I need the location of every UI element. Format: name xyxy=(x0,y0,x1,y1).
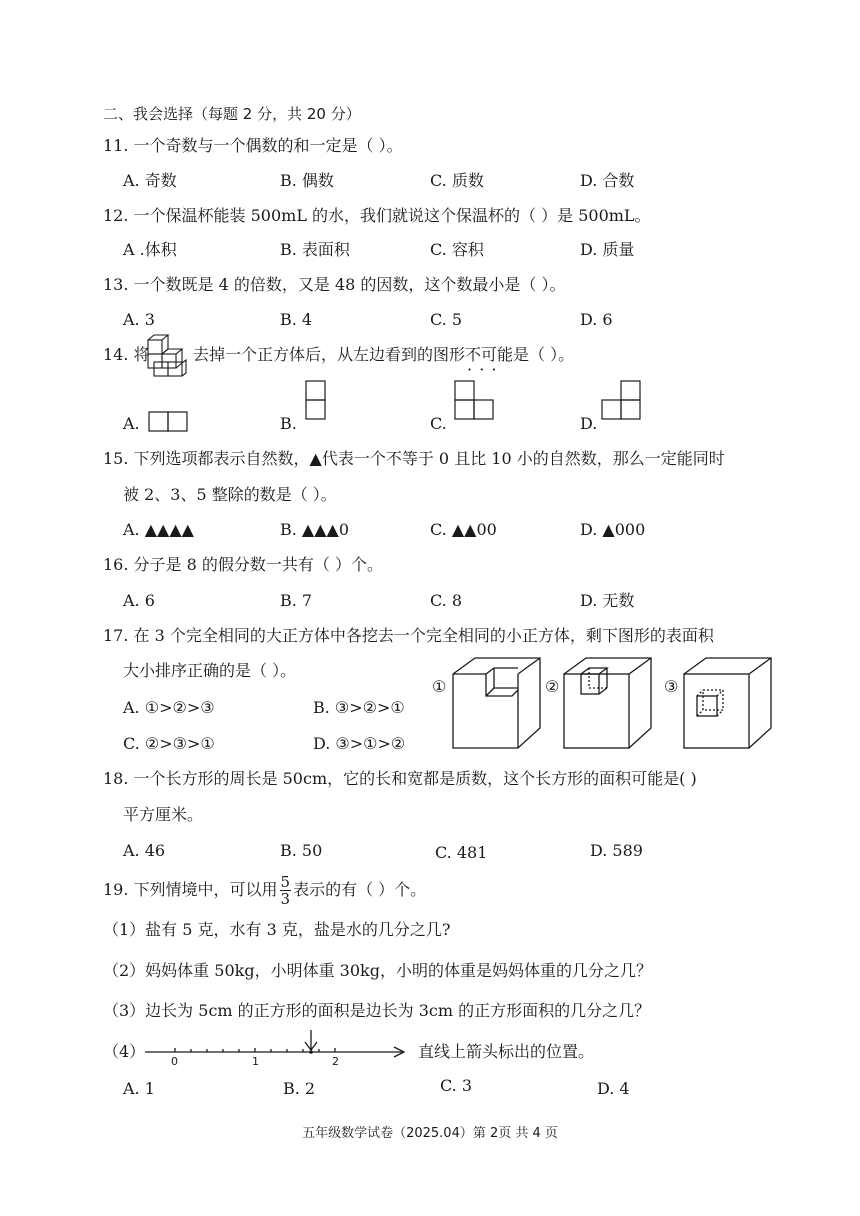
q15-option-b: B. ▲▲▲0 xyxy=(280,520,350,539)
q19-fraction xyxy=(280,874,292,907)
q14-view-d-icon xyxy=(601,380,643,422)
q17-option-c: C. ②>③>① xyxy=(123,734,215,753)
q15-option-d: D. ▲000 xyxy=(580,520,646,539)
q14-view-b-icon xyxy=(305,380,327,422)
q11-option-b: B. 偶数 xyxy=(280,171,334,190)
q19-situation-3: （3）边长为 5cm 的正方形的面积是边长为 3cm 的正方形面积的几分之几？ xyxy=(103,1001,651,1020)
q19-number-line xyxy=(140,1030,410,1070)
q18-option-a: A. 46 xyxy=(123,841,166,860)
q17-cube-face-cut-figure xyxy=(683,656,773,750)
q17-fig2-label: ② xyxy=(545,677,560,696)
q14-option-a: A. xyxy=(123,414,140,433)
q14-prefix: 14. 将 xyxy=(103,345,150,364)
q17-stem-line1: 17. 在 3 个完全相同的大正方体中各挖去一个完全相同的小正方体，剩下图形的表面积 xyxy=(103,626,714,645)
q13-option-b: B. 4 xyxy=(280,310,313,329)
q14-option-c: C. xyxy=(430,414,447,433)
q19-option-a: A. 1 xyxy=(123,1079,155,1098)
q17-option-a: A. ①>②>③ xyxy=(123,698,215,717)
q19-tick-0: 0 xyxy=(171,1055,178,1068)
q17-fig1-label: ① xyxy=(432,677,447,696)
q11-option-c: C. 质数 xyxy=(430,171,484,190)
q14-option-d: D. xyxy=(580,414,598,433)
q19-option-c: C. 3 xyxy=(440,1076,473,1095)
q17-cube-edge-cut-figure xyxy=(563,656,653,750)
q17-stem-line2: 大小排序正确的是（ ）。 xyxy=(123,661,297,680)
q13-stem: 13. 一个数既是 4 的倍数，又是 48 的因数，这个数最小是（ ）。 xyxy=(103,275,566,294)
q14-option-b: B. xyxy=(280,414,297,433)
q12-option-a: A .体积 xyxy=(123,240,177,259)
page-footer: 五年级数学试卷（2025.04）第 2页 共 4 页 xyxy=(302,1126,558,1141)
q16-option-c: C. 8 xyxy=(430,591,463,610)
q17-cube-corner-cut-figure xyxy=(452,656,542,750)
q16-option-d: D. 无数 xyxy=(580,591,635,610)
q15-stem-line2: 被 2、3、5 整除的数是（ ）。 xyxy=(123,485,337,504)
q18-stem-line2: 平方厘米。 xyxy=(123,805,204,824)
q15-option-c: C. ▲▲00 xyxy=(430,520,497,539)
q12-option-c: C. 容积 xyxy=(430,240,484,259)
q19-fraction-denominator: 3 xyxy=(280,890,291,908)
q13-option-c: C. 5 xyxy=(430,310,463,329)
q19-stem-pre: 19. 下列情境中，可以用 xyxy=(103,880,278,899)
section-title: 二、我会选择（每题 2 分，共 20 分） xyxy=(103,105,361,123)
q19-option-d: D. 4 xyxy=(597,1079,630,1098)
q19-situation-1: （1）盐有 5 克，水有 3 克，盐是水的几分之几? xyxy=(103,920,451,939)
q17-option-b: B. ③>②>① xyxy=(313,698,405,717)
q18-stem-line1: 18. 一个长方形的周长是 50cm，它的长和宽都是质数，这个长方形的面积可能是( ) xyxy=(103,769,697,788)
q15-option-a: A. ▲▲▲▲ xyxy=(123,520,194,539)
q14-view-a-icon xyxy=(148,411,190,433)
q14-emphasis: 不可能 · · · xyxy=(465,344,513,366)
q18-option-c: C. 481 xyxy=(435,843,488,862)
q19-situation-2: （2）妈妈体重 50kg，小明体重 30kg，小明的体重是妈妈体重的几分之几？ xyxy=(103,961,652,980)
q19-stem xyxy=(103,872,426,908)
q12-stem: 12. 一个保温杯能装 500mL 的水，我们就说这个保温杯的（ ）是 500mL。 xyxy=(103,206,651,225)
q13-option-d: D. 6 xyxy=(580,310,613,329)
q17-option-d: D. ③>①>② xyxy=(313,734,406,753)
q16-option-b: B. 7 xyxy=(280,591,313,610)
q11-stem: 11. 一个奇数与一个偶数的和一定是（ ）。 xyxy=(103,136,403,155)
q14-view-c-icon xyxy=(454,380,496,422)
q18-option-b: B. 50 xyxy=(280,841,323,860)
q14-stem-end: 是（ ）。 xyxy=(513,345,575,364)
q19-fraction-numerator: 5 xyxy=(280,873,291,891)
q11-option-d: D. 合数 xyxy=(580,171,635,190)
q15-stem-line1: 15. 下列选项都表示自然数，▲代表一个不等于 0 且比 10 小的自然数，那么一定能同时 xyxy=(103,449,725,468)
q19-tick-2: 2 xyxy=(332,1055,339,1068)
q14-stem-text: 去掉一个正方体后，从左边看到的图形 xyxy=(193,345,466,364)
q12-option-b: B. 表面积 xyxy=(280,240,350,259)
q19-situation-4-text: 直线上箭头标出的位置。 xyxy=(418,1042,595,1061)
q14-stem xyxy=(193,344,574,366)
q11-option-a: A. 奇数 xyxy=(123,171,177,190)
q13-option-a: A. 3 xyxy=(123,310,155,329)
q18-option-d: D. 589 xyxy=(590,841,643,860)
q17-fig3-label: ③ xyxy=(664,677,679,696)
q19-tick-1: 1 xyxy=(252,1055,259,1068)
q14-cube-stack-figure xyxy=(146,334,190,380)
q19-situation-4: （4） xyxy=(103,1042,146,1061)
q16-option-a: A. 6 xyxy=(123,591,155,610)
q19-stem-post: 表示的有（ ）个。 xyxy=(293,880,427,899)
q16-stem: 16. 分子是 8 的假分数一共有（ ）个。 xyxy=(103,555,383,574)
q19-option-b: B. 2 xyxy=(283,1079,316,1098)
q12-option-d: D. 质量 xyxy=(580,240,635,259)
